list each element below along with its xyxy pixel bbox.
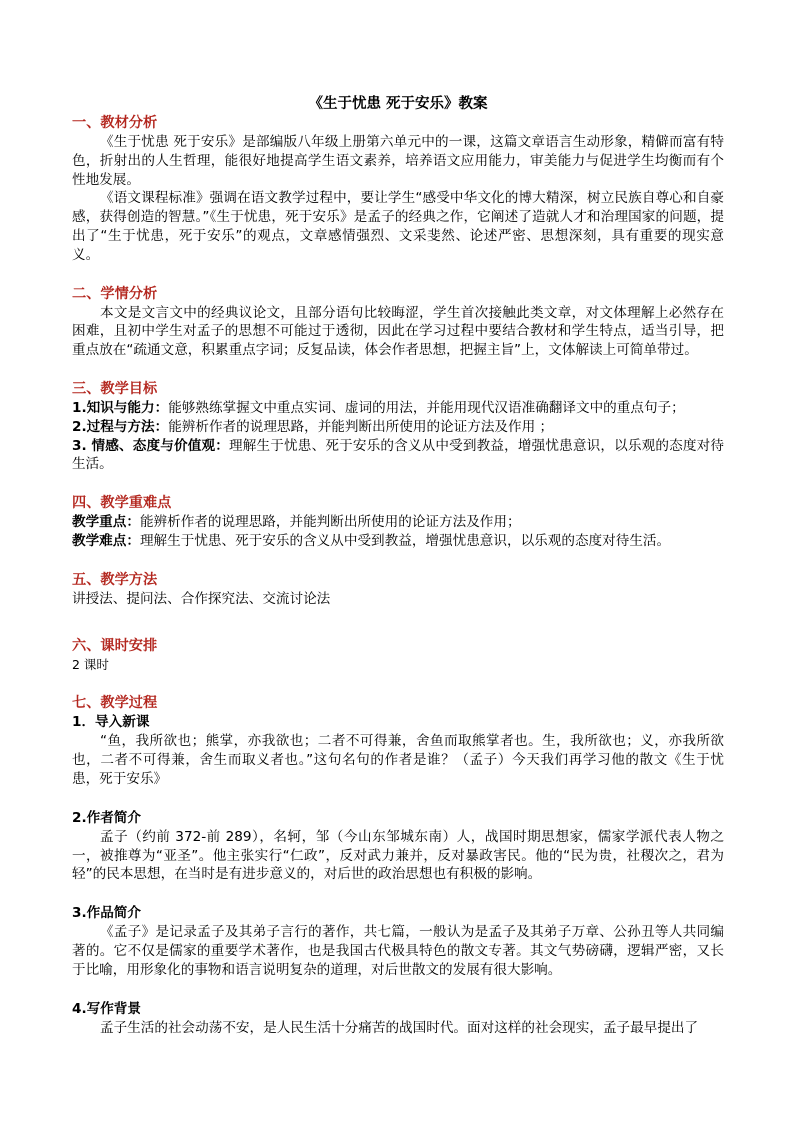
goal-item-knowledge bbox=[72, 399, 724, 418]
work-paragraph: 《孟子》是记录孟子及其弟子言行的著作，共七篇，一般认为是孟子及其弟子万章、公孙丑等人共同编著的。它不仅是儒家的重要学术著作，也是我国古代极具特色的散文专著。其文气势磅礴，逻辑严密，又长于比喻，用形象化的事物和语言说明复杂的道理，对后世散文的发展有很大影响。 bbox=[72, 924, 724, 978]
section-heading-textbook-analysis: 一、教材分析 bbox=[72, 115, 158, 131]
key-point-line bbox=[72, 513, 724, 532]
background-paragraph: 孟子生活的社会动荡不安，是人民生活十分痛苦的战国时代。面对这样的社会现实，孟子最早提出了 bbox=[100, 1019, 699, 1036]
schedule-text: 2 课时 bbox=[72, 656, 109, 672]
goal-text: 理解生于忧患、死于安乐的含义从中受到教益，增强忧患意识，以乐观的态度对待生活。 bbox=[72, 437, 724, 473]
difficult-point-text: 理解生于忧患、死于安乐的含义从中受到教益，增强忧患意识，以乐观的态度对待生活。 bbox=[139, 532, 671, 549]
goal-item-emotion bbox=[72, 437, 724, 475]
textbook-analysis-paragraph-2: 《语文课程标准》强调在语文教学过程中，要让学生“感受中华文化的博大精深，树立民族自尊心和自豪感，获得创造的智慧。”《生于忧患，死于安乐》是孟子的经典之作，它阐述了造就人才和治理国家的问题，提出了“生于忧患，死于安乐”的观点，文章感情强烈、文采斐然、论述严密、思想深刻，具有重要的现实意义。 bbox=[72, 190, 724, 263]
difficult-point-label: 教学难点： bbox=[72, 532, 140, 549]
document-title: 《生于忧患 死于安乐》教案 bbox=[308, 96, 488, 112]
goal-number: 1. bbox=[72, 399, 87, 416]
author-paragraph: 孟子（约前 372-前 289），名轲，邹（今山东邹城东南）人，战国时期思想家，儒家学派代表人物之一，被推尊为“亚圣”。他主张实行“仁政”，反对武力兼并，反对暴政害民。他的“民为贵，社稷次之，君为轻”的民本思想，在当时是有进步意义的，对后世的政治思想也有积极的影响。 bbox=[72, 828, 724, 883]
goal-text: 能辨析作者的说理思路，并能判断出所使用的论证方法及作用 ； bbox=[168, 418, 554, 435]
section-heading-schedule: 六、课时安排 bbox=[72, 637, 158, 654]
textbook-analysis-paragraph-1: 《生于忧患 死于安乐》是部编版八年级上册第六单元中的一课，这篇文章语言生动形象，精僻而富有特色，折射出的人生哲理，能很好地提高学生语文素养，培养语文应用能力，审美能力与促进学生均衡而有个性地发展。 bbox=[72, 134, 724, 188]
section-heading-teaching-goals: 三、教学目标 bbox=[72, 380, 158, 397]
goal-number: 2. bbox=[72, 418, 87, 435]
section-heading-teaching-process: 七、教学过程 bbox=[72, 695, 158, 712]
section-heading-student-analysis: 二、学情分析 bbox=[72, 285, 158, 302]
goal-text: 能够熟练掌握文中重点实词、虚词的用法，并能用现代汉语准确翻译文中的重点句子； bbox=[168, 399, 685, 416]
teaching-methods-text: 讲授法、提问法、合作探究法、交流讨论法 bbox=[72, 590, 331, 607]
subheading-background: 4.写作背景 bbox=[72, 1000, 141, 1017]
goal-number: 3. bbox=[72, 437, 87, 454]
section-heading-teaching-methods: 五、教学方法 bbox=[72, 571, 158, 588]
goal-label: 过程与方法： bbox=[86, 418, 169, 435]
goal-label: 情感、态度与价值观： bbox=[86, 437, 230, 454]
lesson-plan-page bbox=[72, 94, 724, 1037]
introduction-paragraph: “鱼，我所欲也；熊掌，亦我欲也；二者不可得兼，舍鱼而取熊掌者也。生，我所欲也；义，亦我所欲也，二者不可得兼，舍生而取义者也。”这句名句的作者是谁？（孟子）今天我们再学习他的散文《生于忧患，死于安乐》 bbox=[72, 733, 724, 787]
subheading-introduction: 1．导入新课 bbox=[72, 714, 150, 731]
subheading-work: 3.作品简介 bbox=[72, 905, 141, 922]
subheading-author: 2.作者简介 bbox=[72, 809, 141, 826]
goal-item-process bbox=[72, 418, 724, 437]
student-analysis-paragraph: 本文是文言文中的经典议论文，且部分语句比较晦涩，学生首次接触此类文章，对文体理解上必然存在困难，且初中学生对孟子的思想不可能过于透彻，因此在学习过程中要结合教材和学生特点，适当引导，把重点放在“疏通文意，积累重点字词；反复品读，体会作者思想，把握主旨”上，文体解读上可简单带过。 bbox=[72, 304, 724, 359]
key-point-text: 能辨析作者的说理思路，并能判断出所使用的论证方法及作用； bbox=[139, 514, 521, 531]
difficult-point-line bbox=[72, 532, 724, 551]
key-point-label: 教学重点： bbox=[72, 514, 140, 531]
goal-label: 知识与能力： bbox=[86, 399, 169, 416]
section-heading-key-difficult: 四、教学重难点 bbox=[72, 495, 172, 512]
